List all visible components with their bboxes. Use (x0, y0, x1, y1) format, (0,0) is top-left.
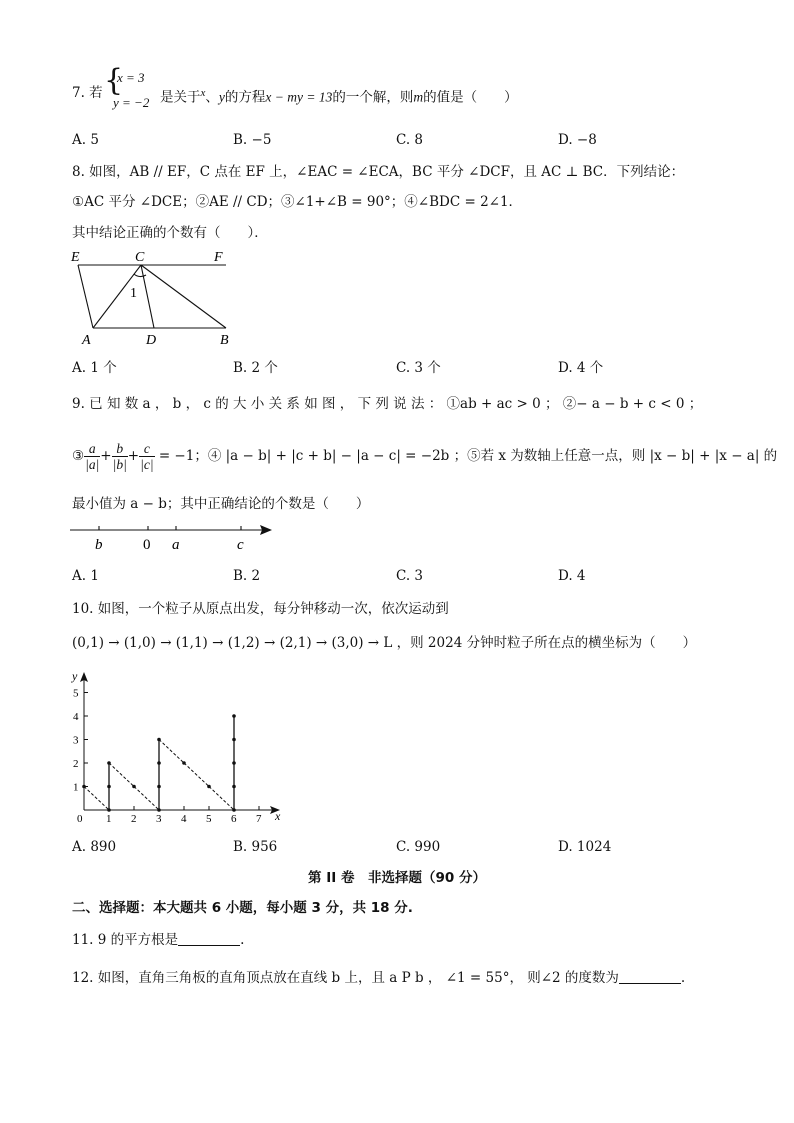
q7-var-m: m (413, 89, 424, 105)
y-tick-label: 1 (73, 781, 79, 794)
q9-option-d[interactable]: D. 4 (558, 568, 586, 584)
x-tick-label: 4 (181, 813, 187, 825)
q10-option-d[interactable]: D. 1024 (558, 839, 612, 855)
q7-option-d[interactable]: D. −8 (558, 132, 597, 148)
q9-frac-a-den: |a| (85, 457, 100, 472)
fig8-label-d: D (146, 333, 157, 348)
q7-option-b[interactable]: B. −5 (233, 132, 272, 148)
q8-line-2: ①AC 平分 ∠DCE；②AE // CD；③∠1+∠B = 90°；④∠BDC = 2∠1． (72, 194, 523, 210)
path-point (207, 785, 211, 789)
x-tick-label: 6 (231, 813, 237, 825)
x-tick-label: 1 (106, 813, 112, 825)
q9-frac-c-num: c (139, 441, 154, 457)
axis-x-label: x (275, 809, 281, 823)
section-2-title: 二、选择题：本大题共 6 小题，每小题 3 分，共 18 分. (72, 900, 413, 916)
q7-sep: 、 (205, 89, 219, 106)
fig8-label-b: B (220, 333, 229, 348)
fig8-label-f: F (214, 250, 223, 265)
system-brace: { (104, 63, 124, 98)
q7-text-c: 的一个解，则 (332, 89, 414, 106)
q7-option-a[interactable]: A. 5 (72, 132, 99, 148)
q9-plus-1: + (100, 448, 112, 464)
numline-label-a: a (172, 537, 180, 553)
q9-line-1: 9. 已 知 数 a ， b ， c 的 大 小 关 系 如 图 ， 下 列 说 法 ： ①ab + ac > 0 ； ②− a − b + c < 0 ； (72, 396, 703, 412)
x-tick-label: 0 (77, 813, 83, 825)
q8-option-c[interactable]: C. 3 个 (396, 360, 441, 376)
path-segment (184, 763, 209, 787)
numline-label-c: c (237, 537, 244, 553)
q8-line-1: 8. 如图，AB // EF，C 点在 EF 上，∠EAC = ∠ECA，BC 平分 ∠DCF，且 AC ⊥ BC．下列结论： (72, 164, 685, 180)
path-point (107, 761, 111, 765)
q7-system-line2: y = −2 (113, 95, 150, 110)
q10-option-c[interactable]: C. 990 (396, 839, 441, 855)
question-11 (72, 931, 244, 949)
q7-option-c[interactable]: C. 8 (396, 132, 424, 148)
q10-line-1: 10. 如图，一个粒子从原点出发，每分钟移动一次，依次运动到 (72, 601, 449, 617)
path-point (157, 785, 161, 789)
y-tick-label: 4 (73, 711, 79, 723)
path-point (157, 808, 161, 812)
q9-line-3: 最小值为 a − b；其中正确结论的个数是（ ） (72, 496, 370, 512)
q7-system-line1: x = 3 (117, 70, 145, 85)
x-tick-label: 5 (206, 813, 212, 825)
path-point (107, 785, 111, 789)
q9-option-b[interactable]: B. 2 (233, 568, 261, 584)
q9-line-2-rest: = −1；④ |a − b| + |c + b| − |a − c| = −2b ；⑤若 x 为数轴上任意一点，则 |x − b| + |x − a| 的 (154, 448, 778, 464)
path-point (82, 785, 86, 789)
fig8-label-e: E (71, 250, 80, 265)
q11-text: 11. 9 的平方根是 (72, 932, 179, 948)
path-point (232, 738, 236, 742)
q9-frac-a-num: a (84, 441, 100, 457)
q11-answer-blank[interactable] (178, 931, 240, 946)
path-point (132, 785, 136, 789)
fig8-label-c: C (135, 250, 145, 265)
path-point (232, 761, 236, 765)
path-point (157, 761, 161, 765)
path-segment (159, 740, 184, 764)
q10-line-2: (0,1) → (1,0) → (1,1) → (1,2) → (2,1) → (3,0) → L ，则 2024 分钟时粒子所在点的横坐标为（ ） (72, 635, 697, 651)
q7-var-y: y (218, 89, 225, 105)
y-tick-label: 5 (73, 687, 79, 700)
q8-figure (66, 246, 246, 350)
numline-label-0: 0 (143, 537, 151, 553)
q9-fraction-c (139, 441, 154, 472)
q7-stem (160, 84, 518, 107)
q7-prefix: 7. 若 (72, 85, 103, 101)
q9-line-2 (72, 438, 777, 474)
q12-end: . (680, 970, 686, 986)
x-tick-label: 2 (131, 813, 137, 825)
part-2-title: 第 II 卷 非选择题（90 分） (308, 870, 486, 886)
axis-y-label: y (72, 669, 78, 683)
q9-fraction-b (112, 441, 128, 472)
x-tick-label: 3 (156, 813, 162, 825)
q10-option-a[interactable]: A. 890 (72, 839, 117, 855)
path-point (182, 761, 186, 765)
q10-option-b[interactable]: B. 956 (233, 839, 278, 855)
q9-circle-3: ③ (72, 448, 85, 464)
q12-answer-blank[interactable] (619, 969, 681, 984)
path-point (157, 738, 161, 742)
path-segment (209, 787, 234, 811)
x-tick-label: 7 (256, 813, 262, 825)
q8-option-b[interactable]: B. 2 个 (233, 360, 278, 376)
q9-option-c[interactable]: C. 3 (396, 568, 424, 584)
path-segment (109, 763, 134, 787)
numline-label-b: b (95, 537, 103, 553)
question-12 (72, 969, 685, 987)
path-segment (134, 787, 159, 811)
path-point (232, 714, 236, 718)
q12-text: 12. 如图，直角三角板的直角顶点放在直线 b 上，且 a P b ， ∠1 = 55°， 则∠2 的度数为 (72, 970, 619, 986)
q9-frac-b-den: |b| (112, 457, 127, 472)
path-segment (84, 787, 109, 811)
q11-end: . (240, 932, 245, 948)
q9-number-line (66, 518, 278, 554)
q8-option-a[interactable]: A. 1 个 (72, 360, 117, 376)
fig8-label-angle-1: 1 (130, 286, 137, 301)
q7-text-a: 是关于 (160, 89, 201, 106)
fig8-label-a: A (82, 333, 91, 348)
q7-var-x: x (200, 87, 206, 99)
path-point (232, 785, 236, 789)
q7-equation: x − my = 13 (265, 89, 333, 105)
q7-text-d: 的值是（ ） (423, 89, 518, 106)
q10-path-figure (66, 664, 288, 828)
path-point (107, 808, 111, 812)
q8-line-3: 其中结论正确的个数有（ ）． (72, 225, 268, 241)
y-tick-label: 2 (73, 758, 79, 770)
q9-frac-c-den: |c| (140, 457, 154, 472)
q8-option-d[interactable]: D. 4 个 (558, 360, 604, 376)
q9-plus-2: + (127, 448, 140, 464)
q9-frac-b-num: b (112, 441, 128, 457)
q7-text-b: 的方程 (224, 89, 266, 106)
y-tick-label: 3 (73, 734, 79, 747)
q9-fraction-a (84, 441, 100, 472)
q9-option-a[interactable]: A. 1 (72, 568, 99, 584)
path-point (232, 808, 236, 812)
